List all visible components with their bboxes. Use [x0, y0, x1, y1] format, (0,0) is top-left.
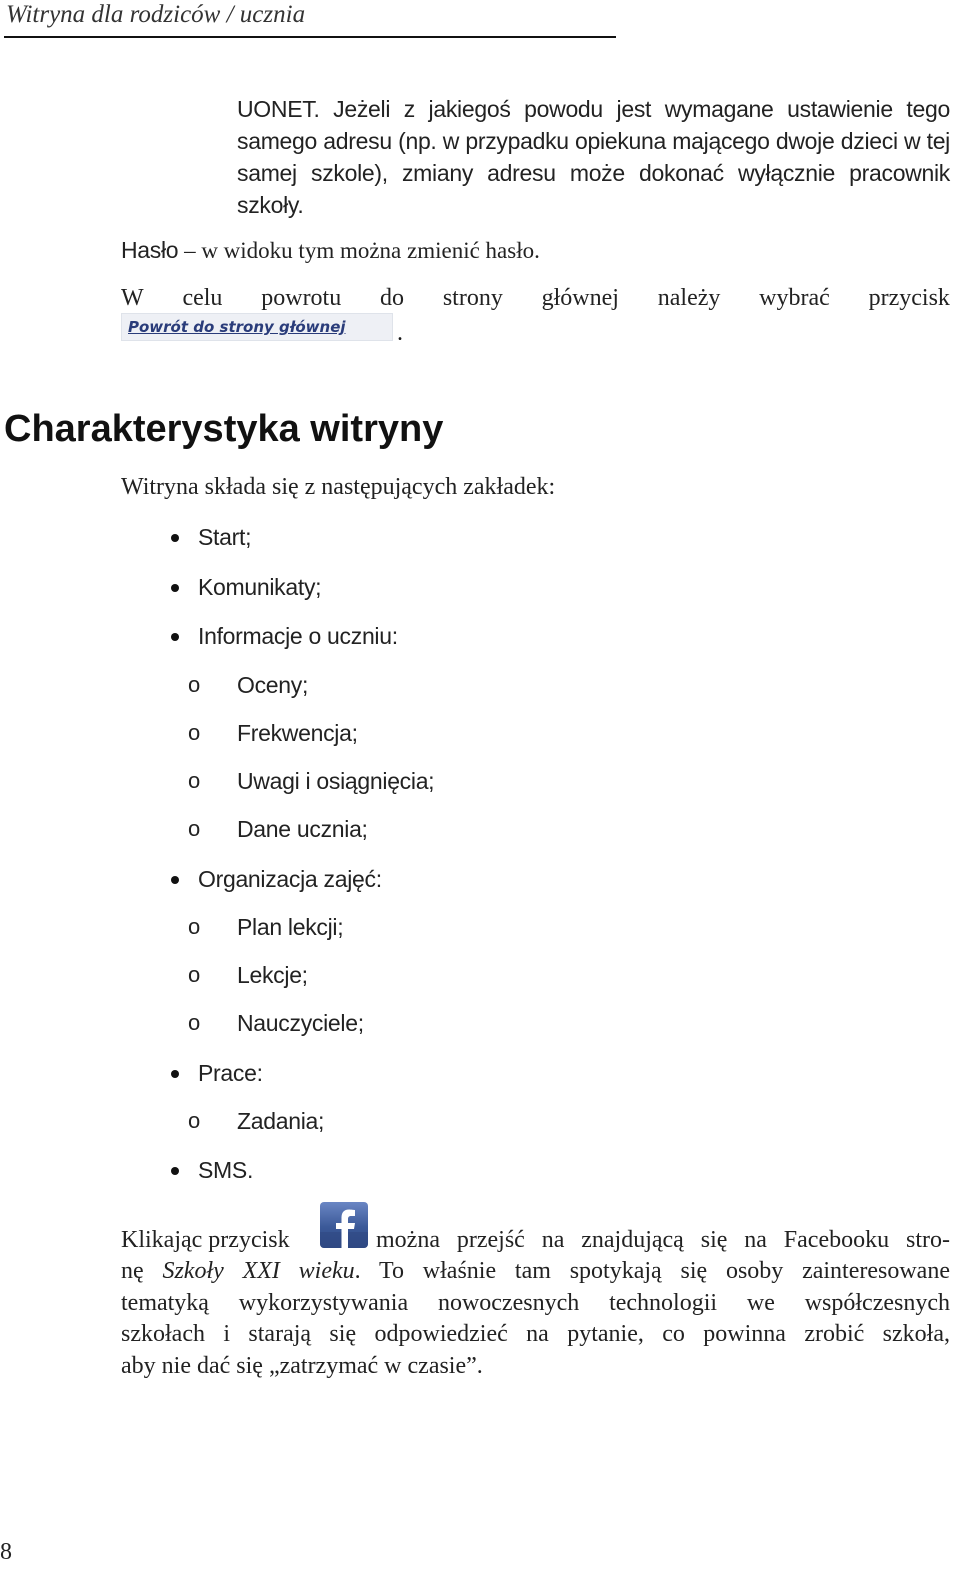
bullet-icon [171, 633, 179, 641]
circle-bullet-icon: o [188, 1010, 201, 1035]
list-item-sms: SMS. [198, 1157, 254, 1183]
powrot-word: wybrać [759, 285, 830, 311]
circle-bullet-icon: o [188, 672, 201, 697]
list-item-uwagi: Uwagi i osiągnięcia; [237, 768, 435, 794]
bullet-icon [171, 1167, 179, 1175]
list-item-plan: Plan lekcji; [237, 914, 344, 940]
list-item-nauczyciele: Nauczyciele; [237, 1010, 364, 1036]
list-item-oceny: Oceny; [237, 672, 309, 698]
haslo-label: Hasło [121, 237, 179, 263]
bullet-icon [171, 1070, 179, 1078]
facebook-icon[interactable] [320, 1202, 368, 1248]
facebook-after-icon: można przejść na znajdującą się na Facebooku stro- [376, 1227, 950, 1253]
list-item-frekwencja: Frekwencja; [237, 720, 358, 746]
intro-text: Witryna składa się z następujących zakładek: [121, 474, 556, 500]
circle-bullet-icon: o [188, 1108, 201, 1133]
haslo-text: – w widoku tym można zmienić hasło. [178, 238, 540, 263]
facebook-school-name: Szkoły XXI wieku [162, 1258, 355, 1284]
circle-bullet-icon: o [188, 816, 201, 841]
back-to-home-button[interactable]: Powrót do strony głównej [121, 313, 393, 341]
list-item-zadania: Zadania; [237, 1108, 325, 1134]
facebook-before-icon: Klikając przycisk [121, 1227, 290, 1253]
bullet-icon [171, 876, 179, 884]
powrot-word: W [121, 285, 144, 311]
list-item-lekcje: Lekcje; [237, 962, 308, 988]
bullet-icon [171, 584, 179, 592]
facebook-line-5: aby nie dać się „zatrzymać w czasie”. [121, 1352, 483, 1379]
haslo-line [121, 234, 540, 267]
facebook-line-4: szkołach i starają się odpowiedzieć na pytanie, co powinna zrobić szkoła, [121, 1321, 950, 1347]
facebook-line-2-rest: . To właśnie tam spotykają się osoby zainteresowane [354, 1258, 950, 1284]
list-item-start: Start; [198, 524, 252, 550]
page-number: 8 [0, 1539, 12, 1565]
bullet-icon [171, 534, 179, 542]
list-item-organizacja: Organizacja zajęć: [198, 866, 382, 892]
back-period: . [397, 320, 403, 346]
facebook-line-2 [121, 1256, 950, 1288]
header-title: Witryna dla rodziców / ucznia [6, 1, 306, 28]
facebook-line-2-start: nę [121, 1258, 163, 1284]
circle-bullet-icon: o [188, 962, 201, 987]
powrot-word: celu [182, 285, 223, 311]
list-item-dane: Dane ucznia; [237, 816, 368, 842]
list-item-informacje: Informacje o uczniu: [198, 623, 398, 649]
powrot-word: głównej [541, 285, 619, 311]
powrot-word: powrotu [261, 285, 342, 311]
powrot-word: przycisk [868, 285, 950, 311]
uonet-paragraph: UONET. Jeżeli z jakiegoś powodu jest wymagane ustawienie tego samego adresu (np. w przypadku opiekuna mającego dwoje dzieci w tej samej szkole), zmiany adresu może dokonać wyłącznie pracownik szkoły. [237, 96, 950, 218]
powrot-word: należy [657, 285, 721, 311]
circle-bullet-icon: o [188, 914, 201, 939]
section-title: Charakterystyka witryny [4, 408, 444, 450]
page-header [4, 0, 616, 38]
list-item-prace: Prace: [198, 1060, 263, 1086]
powrot-word: do [380, 285, 405, 311]
list-item-komunikaty: Komunikaty; [198, 574, 322, 600]
powrot-word: strony [442, 285, 503, 311]
facebook-line-3: tematyką wykorzystywania nowoczesnych technologii we współczesnych [121, 1289, 950, 1316]
circle-bullet-icon: o [188, 720, 201, 745]
facebook-paragraph [121, 1256, 950, 1382]
circle-bullet-icon: o [188, 768, 201, 793]
powrot-line [121, 282, 950, 314]
